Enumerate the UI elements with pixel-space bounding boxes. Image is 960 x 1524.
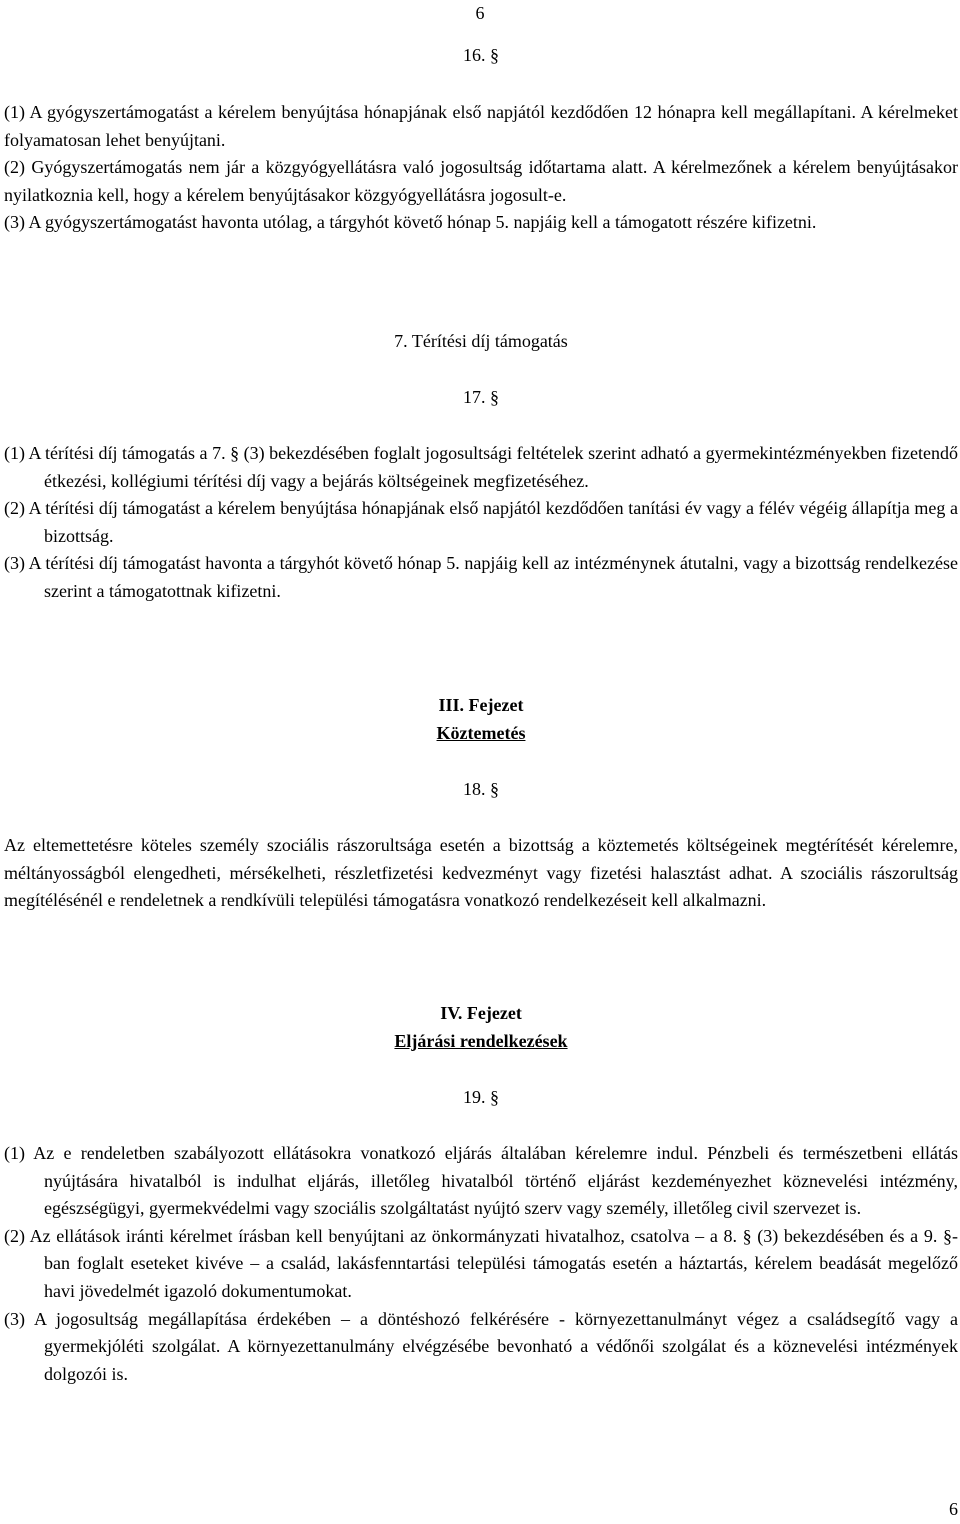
subsection-heading-7: 7. Térítési díj támogatás	[394, 331, 568, 351]
chapter-3-title: Köztemetés	[436, 723, 526, 743]
section-19-paragraph-2: (2) Az ellátások iránti kérelmet írásban kell benyújtani az önkormányzati hivatalhoz, csatolva – a 8. § (3) bekezdésében és a 9. §-ban foglalt eseteket kivéve – a család, lakásfenntartási települési támogatás esetén a háztartás, kérelem beadását megelőző havi jövedelmét igazoló dokumentumokat.	[4, 1225, 958, 1301]
section-16-body	[4, 99, 958, 237]
section-17-paragraph-3: (3) A térítési díj támogatást havonta a tárgyhót követő hónap 5. napjáig kell az intézménynek átutalni, vagy a bizottság rendelkezése szerint a támogatottnak kifizetni.	[4, 553, 958, 601]
chapter-4-title: Eljárási rendelkezések	[394, 1031, 568, 1051]
section-17-title: 17. §	[463, 387, 499, 407]
section-18-body	[4, 832, 958, 915]
section-16-paragraph-3: (3) A gyógyszertámogatást havonta utólag, a tárgyhót követő hónap 5. napjáig kell a támogatott részére kifizetni.	[4, 212, 817, 233]
section-18-title: 18. §	[463, 779, 499, 799]
section-16-title: 16. §	[463, 45, 499, 65]
section-17-paragraph-1: (1) A térítési díj támogatás a 7. § (3) bekezdésében foglalt jogosultsági feltételek szerint adható a gyermekintézményekben fizetendő étkezési, kollégiumi térítési díj vagy a bejárás költségeinek megfizetéséhez.	[4, 443, 958, 491]
section-18-paragraph: Az eltemettetésre köteles személy szociális rászorultsága esetén a bizottság a köztemetés költségeinek megtérítését kérelemre, méltányosságból elengedheti, mérsékelheti, részletfizetési kedvezményt vagy fizetési halasztást adhat. A szociális rászorultság megítélésénél e rendeletnek a rendkívüli települési támogatásra vonatkozó rendelkezéseit kell alkalmazni.	[4, 835, 958, 911]
footer-page-number: 6	[949, 1499, 958, 1520]
chapter-4-number: IV. Fejezet	[440, 1003, 522, 1023]
section-19-title: 19. §	[463, 1087, 499, 1107]
section-19-paragraph-3: (3) A jogosultság megállapítása érdekében – a döntéshozó felkérésére - környezettanulmányt végez a családsegítő vagy a gyermekjóléti szolgálat. A környezettanulmány elvégzésébe bevonható a védőnői szolgálat és a köznevelési intézmények dolgozói is.	[4, 1308, 958, 1384]
chapter-3-number: III. Fejezet	[438, 695, 524, 715]
chapter-4-title-wrap	[4, 1028, 958, 1056]
section-16-paragraph-2: (2) Gyógyszertámogatás nem jár a közgyógyellátásra való jogosultság időtartama alatt. A kérelmezőnek a kérelem benyújtásakor nyilatkoznia kell, hogy a kérelem benyújtásakor közgyógyellátásra jogosult-e.	[4, 157, 958, 205]
header-page-number: 6	[475, 3, 485, 23]
section-17-paragraph-2: (2) A térítési díj támogatást a kérelem benyújtása hónapjának első napjától kezdődően tanítási év vagy a félév végéig állapítja meg a bizottság.	[4, 498, 958, 546]
section-16-paragraph-1: (1) A gyógyszertámogatást a kérelem benyújtása hónapjának első napjától kezdődően 12 hónapra kell megállapítani. A kérelmeket folyamatosan lehet benyújtani.	[4, 102, 958, 150]
section-19-paragraph-1: (1) Az e rendeletben szabályozott ellátásokra vonatkozó eljárás általában kérelemre indul. Pénzbeli és természetbeni ellátás nyújtására hivatalból is indulhat eljárás, illetőleg hivatalból történő eljárást kezdeményezhet köznevelési intézmény, egészségügyi, gyermekvédelmi vagy szociális szolgáltatást nyújtó szerv vagy személy, illetőleg civil szervezet is.	[4, 1143, 958, 1219]
section-19-body	[4, 1140, 958, 1388]
chapter-3-title-wrap	[4, 720, 958, 748]
section-17-body	[4, 440, 958, 606]
